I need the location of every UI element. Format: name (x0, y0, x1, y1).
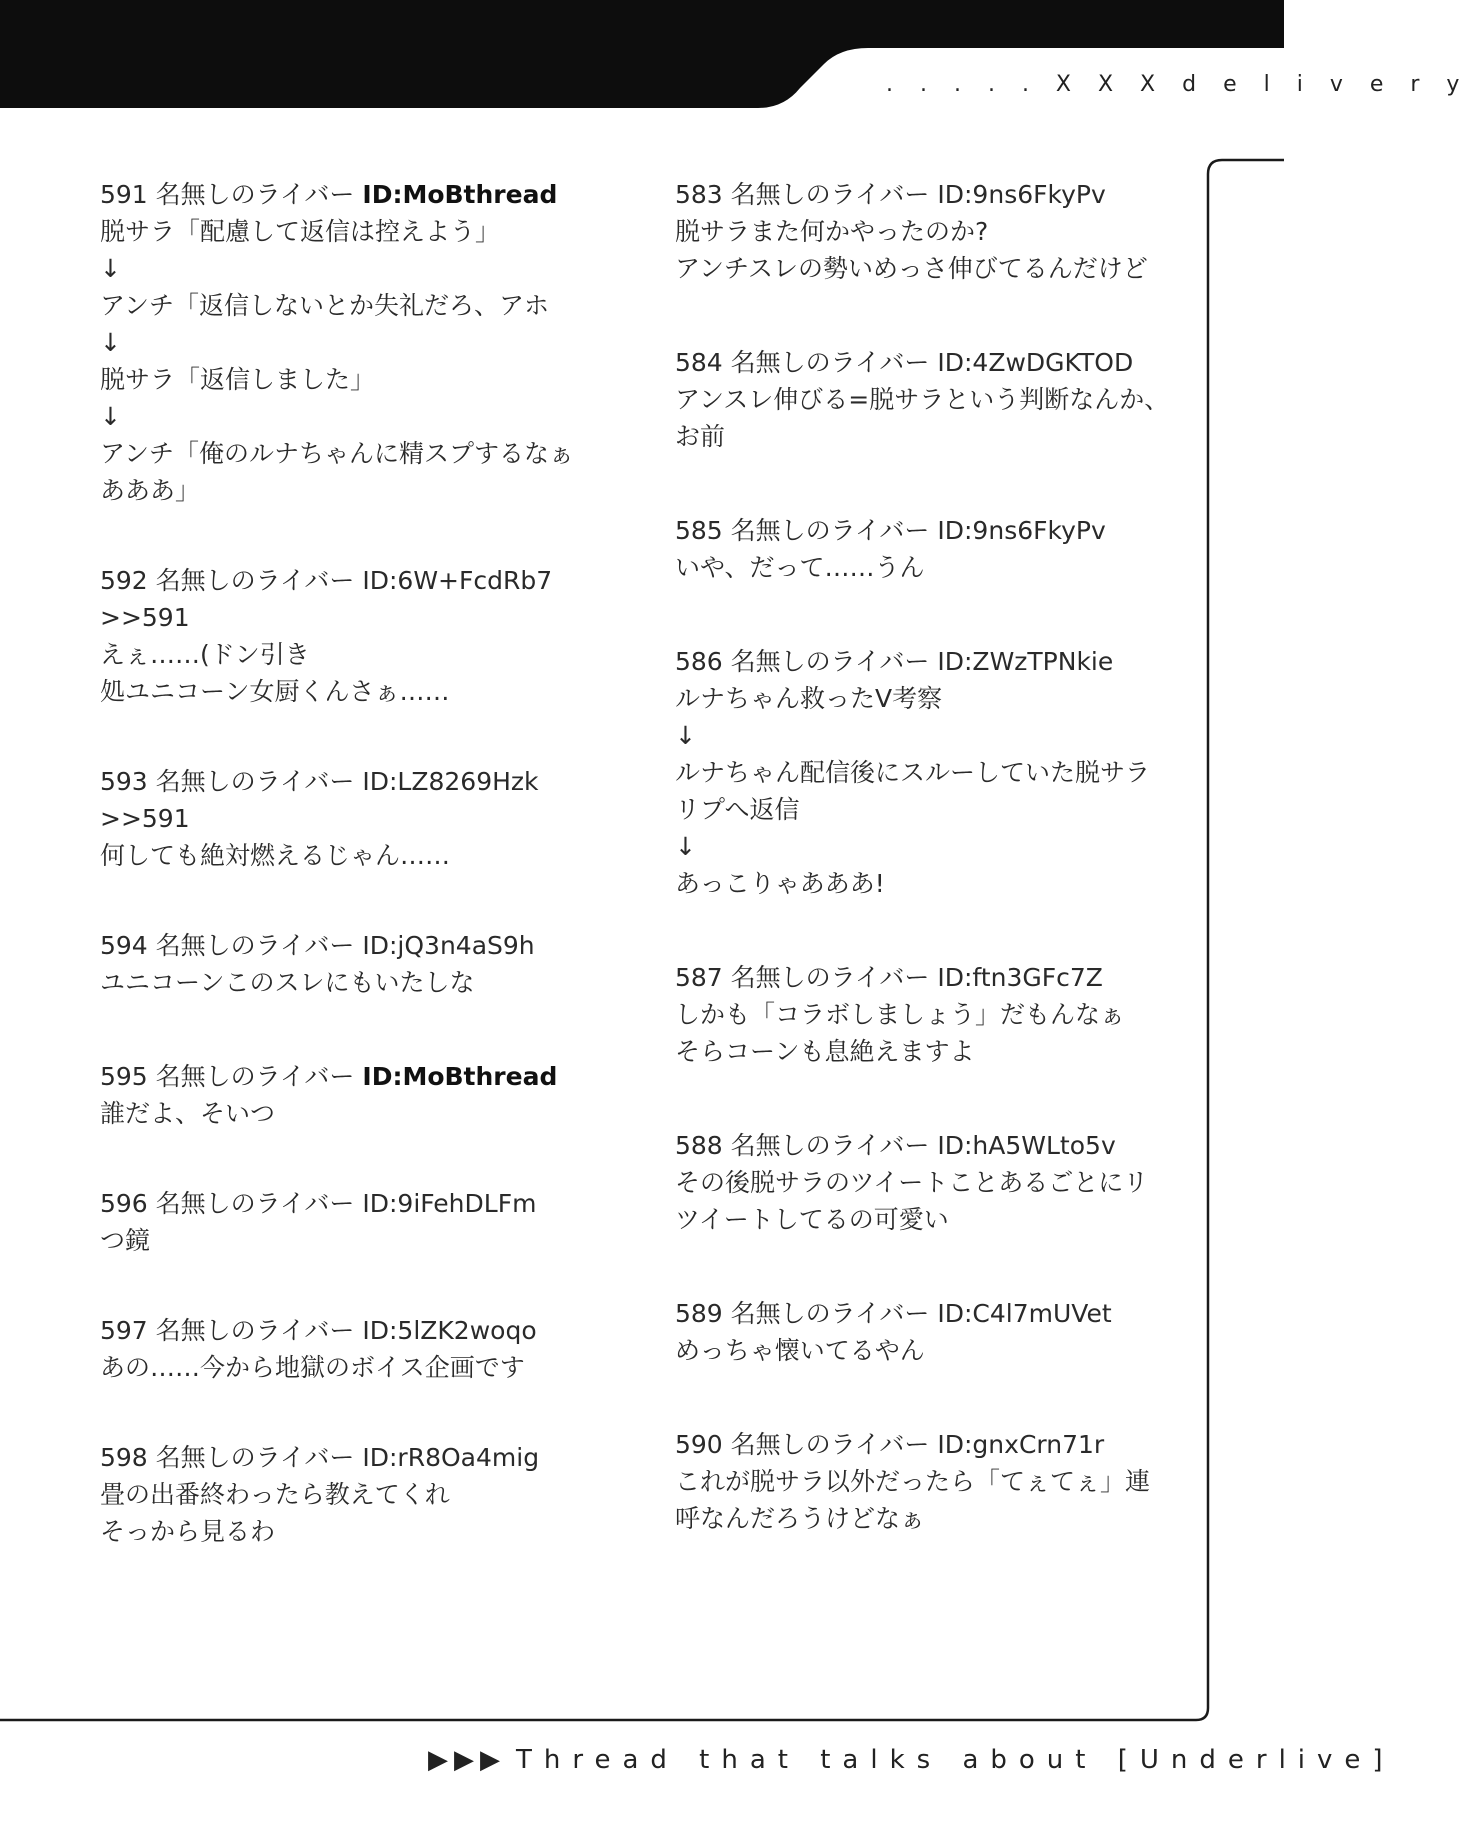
poster-name: 名無しのライバー (730, 1131, 930, 1160)
post-header (675, 643, 1175, 680)
post-number: 595 (100, 1062, 148, 1091)
thread-post (100, 176, 580, 509)
post-line: そっから見るわ (100, 1517, 276, 1546)
post-header (675, 176, 1175, 213)
post-line: アンチ「俺のルナちゃんに精スプするなぁ (100, 439, 575, 468)
post-number: 585 (675, 516, 723, 545)
post-line: いや、だって……うん (675, 553, 925, 582)
thread-post (675, 344, 1175, 455)
post-line: これが脱サラ以外だったら「てぇてぇ」連 (675, 1467, 1151, 1496)
thread-post (675, 1127, 1175, 1238)
post-header (100, 1439, 580, 1476)
post-number: 598 (100, 1443, 148, 1472)
poster-name: 名無しのライバー (730, 1430, 930, 1459)
poster-name: 名無しのライバー (155, 566, 355, 595)
post-number: 586 (675, 647, 723, 676)
post-header (100, 927, 580, 964)
poster-name: 名無しのライバー (155, 1062, 355, 1091)
poster-id: ID:rR8Oa4mig (362, 1443, 540, 1472)
post-line: >>591 (100, 804, 190, 833)
poster-id: ID:9iFehDLFm (362, 1189, 537, 1218)
post-line: ツイートしてるの可愛い (675, 1205, 949, 1234)
poster-id: ID:4ZwDGKTOD (937, 348, 1134, 377)
post-header (675, 1426, 1175, 1463)
poster-id: ID:hA5WLto5v (937, 1131, 1116, 1160)
post-header (675, 1127, 1175, 1164)
post-line: あの……今から地獄のボイス企画です (100, 1353, 525, 1382)
poster-name: 名無しのライバー (730, 963, 930, 992)
poster-id: ID:6W+FcdRb7 (362, 566, 553, 595)
poster-name: 名無しのライバー (730, 348, 930, 377)
post-line: ↓ (100, 328, 121, 357)
post-line: 誰だよ、そいつ (100, 1099, 276, 1128)
thread-post (100, 1439, 580, 1550)
post-header (675, 344, 1175, 381)
post-line: その後脱サラのツイートことあるごとにリ (675, 1168, 1149, 1197)
triple-arrow-icon: ▶▶▶ (428, 1745, 506, 1775)
post-number: 597 (100, 1316, 148, 1345)
poster-name: 名無しのライバー (155, 1189, 355, 1218)
thread-post (100, 1058, 580, 1132)
poster-name: 名無しのライバー (730, 516, 930, 545)
post-header (100, 1185, 580, 1222)
post-line: リプへ返信 (675, 795, 800, 824)
post-line: ルナちゃん救ったV考察 (675, 684, 943, 713)
thread-post (100, 562, 580, 710)
header-label: . . . . . X X X d e l i v e r y (886, 72, 1469, 97)
thread-post (100, 1312, 580, 1386)
poster-name: 名無しのライバー (155, 1316, 355, 1345)
post-line: 脱サラ「返信しました」 (100, 365, 376, 394)
thread-post (675, 512, 1175, 586)
post-header (675, 1295, 1175, 1332)
post-number: 594 (100, 931, 148, 960)
post-header (100, 1312, 580, 1349)
post-number: 593 (100, 767, 148, 796)
poster-name: 名無しのライバー (155, 931, 355, 960)
post-number: 591 (100, 180, 148, 209)
poster-id: ID:9ns6FkyPv (937, 180, 1106, 209)
thread-post (100, 1185, 580, 1259)
post-line: 畳の出番終わったら教えてくれ (100, 1480, 450, 1509)
post-number: 589 (675, 1299, 723, 1328)
poster-name: 名無しのライバー (730, 647, 930, 676)
post-line: 呼なんだろうけどなぁ (675, 1504, 926, 1533)
thread-post (675, 959, 1175, 1070)
post-header (100, 562, 580, 599)
post-line: 何しても絶対燃えるじゃん…… (100, 841, 451, 870)
post-number: 584 (675, 348, 723, 377)
post-line: そらコーンも息絶えますよ (675, 1037, 975, 1066)
poster-id: ID:LZ8269Hzk (362, 767, 539, 796)
post-line: ↓ (675, 832, 696, 861)
post-line: ユニコーンこのスレにもいたしな (100, 968, 475, 997)
post-header (100, 763, 580, 800)
post-line: つ鏡 (100, 1226, 151, 1255)
poster-id: ID:5lZK2woqo (362, 1316, 537, 1345)
poster-name: 名無しのライバー (730, 1299, 930, 1328)
post-header (675, 959, 1175, 996)
poster-id: ID:gnxCrn71r (937, 1430, 1105, 1459)
poster-name: 名無しのライバー (155, 1443, 355, 1472)
post-line: 処ユニコーン女厨くんさぁ…… (100, 677, 450, 706)
post-line: アンスレ伸びる=脱サラという判断なんか、 (675, 385, 1170, 414)
post-line: めっちゃ懐いてるやん (675, 1336, 925, 1365)
post-line: しかも「コラボしましょう」だもんなぁ (675, 1000, 1126, 1029)
post-line: ↓ (100, 402, 121, 431)
footer (428, 1745, 1395, 1775)
post-line: >>591 (100, 603, 190, 632)
post-number: 590 (675, 1430, 723, 1459)
poster-name: 名無しのライバー (155, 767, 355, 796)
poster-id: ID:9ns6FkyPv (937, 516, 1106, 545)
poster-id: ID:ZWzTPNkie (937, 647, 1114, 676)
post-line: 脱サラまた何かやったのか? (675, 217, 989, 246)
thread-post (675, 643, 1175, 902)
post-line: ルナちゃん配信後にスルーしていた脱サラ (675, 758, 1151, 787)
thread-post (675, 176, 1175, 287)
right-column (675, 176, 1175, 1537)
post-line: あっこりゃあああ! (675, 869, 885, 898)
post-number: 596 (100, 1189, 148, 1218)
post-number: 583 (675, 180, 723, 209)
poster-id: ID:C4l7mUVet (937, 1299, 1112, 1328)
post-header (675, 512, 1175, 549)
post-line: アンチ「返信しないとか失礼だろ、アホ (100, 291, 550, 320)
thread-post (675, 1426, 1175, 1537)
post-line: お前 (675, 422, 726, 451)
thread-post (675, 1295, 1175, 1369)
post-number: 588 (675, 1131, 723, 1160)
poster-id: ID:jQ3n4aS9h (362, 931, 535, 960)
poster-name: 名無しのライバー (155, 180, 355, 209)
post-line: 脱サラ「配慮して返信は控えよう」 (100, 217, 501, 246)
poster-id: ID:ftn3GFc7Z (937, 963, 1103, 992)
thread-post (100, 763, 580, 874)
post-line: アンチスレの勢いめっさ伸びてるんだけど (675, 254, 1148, 283)
left-column (100, 176, 580, 1550)
post-number: 587 (675, 963, 723, 992)
post-number: 592 (100, 566, 148, 595)
post-line: ↓ (100, 254, 121, 283)
post-header (100, 176, 580, 213)
post-line: ↓ (675, 721, 696, 750)
post-header (100, 1058, 580, 1095)
post-line: あああ」 (100, 476, 201, 505)
post-line: えぇ……(ドン引き (100, 640, 310, 669)
poster-id: ID:MoBthread (362, 180, 558, 209)
thread-post (100, 927, 580, 1001)
footer-label: Thread that talks about [Underlive] (516, 1745, 1395, 1775)
poster-id: ID:MoBthread (362, 1062, 558, 1091)
poster-name: 名無しのライバー (730, 180, 930, 209)
